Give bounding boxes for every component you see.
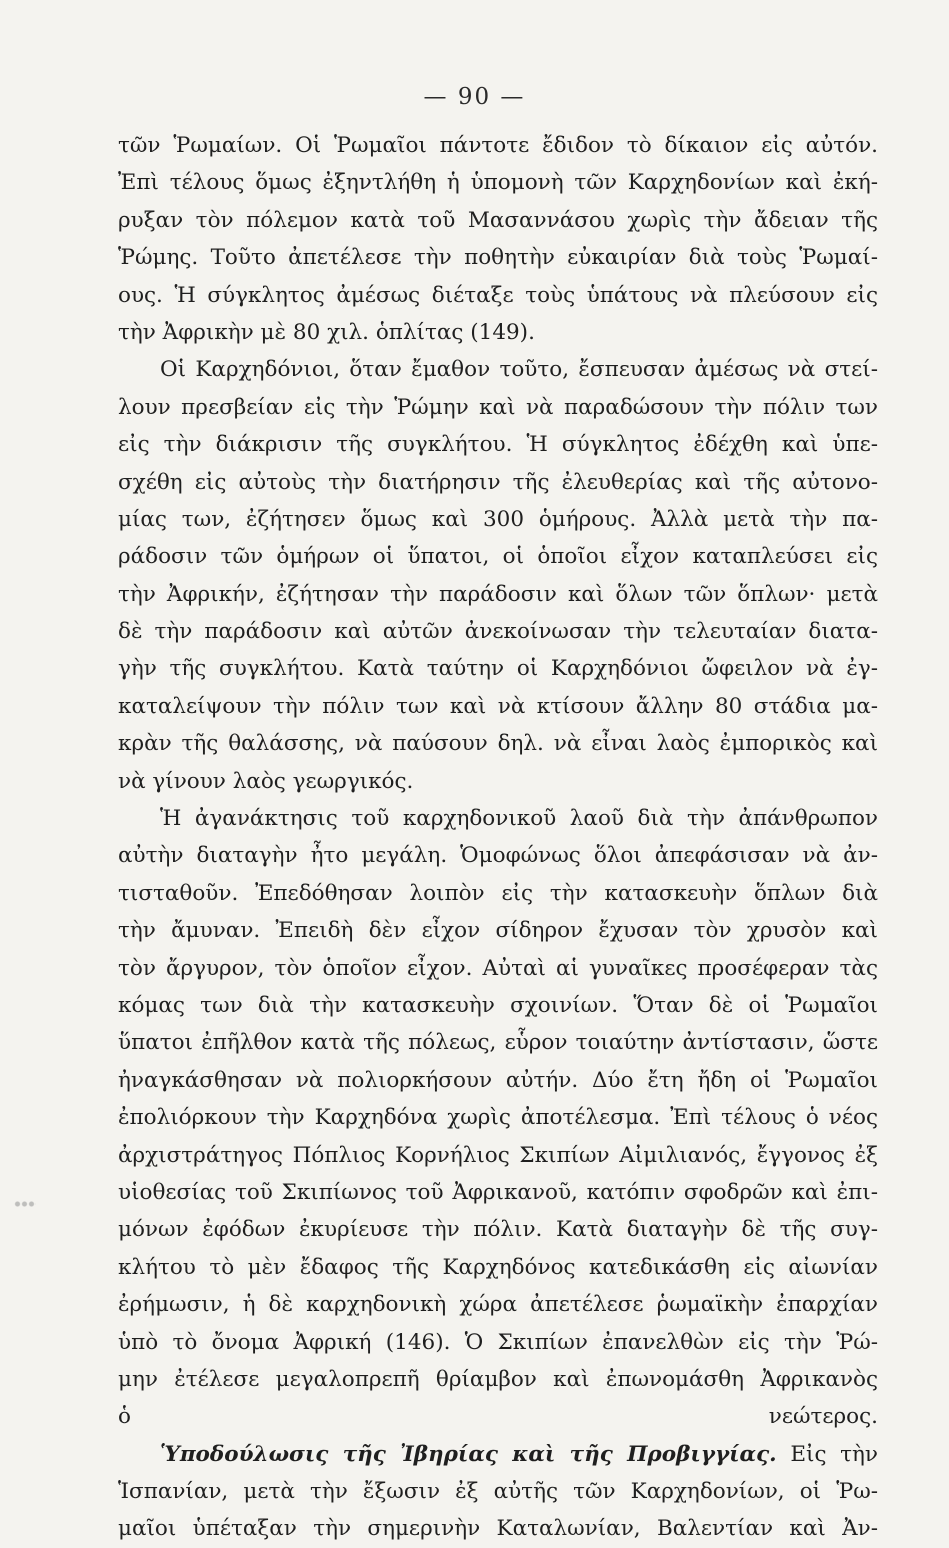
text-line: τὴν Ἀφρικήν, ἐζήτησαν τὴν παράδοσιν καὶ ὅλων τῶν ὅπλων· μετὰ: [118, 581, 878, 607]
text-line: Ἱσπανίαν, μετὰ τὴν ἔξωσιν ἐξ αὐτῆς τῶν Καρχηδονίων, οἱ Ῥω-: [118, 1479, 878, 1505]
text-line: υἱοθεσίας τοῦ Σκιπίωνος τοῦ Ἀφρικανοῦ, κατόπιν σφοδρῶν καὶ ἐπι-: [118, 1179, 878, 1205]
text-line: ἐπολιόρκουν τὴν Καρχηδόνα χωρὶς ἀποτέλεσμα. Ἐπὶ τέλους ὁ νέος: [118, 1105, 878, 1131]
text-line: ἠναγκάσθησαν νὰ πολιορκήσουν αὐτήν. Δύο ἔτη ἤδη οἱ Ῥωμαῖοι: [118, 1067, 878, 1093]
text-line: Ἡ ἀγανάκτησις τοῦ καρχηδονικοῦ λαοῦ διὰ τὴν ἀπάνθρωπον: [160, 806, 878, 832]
text-line: ἐρήμωσιν, ἡ δὲ καρχηδονικὴ χώρα ἀπετέλεσε ῥωμαϊκὴν ἐπαρχίαν: [118, 1292, 878, 1318]
text-line: ρυξαν τὸν πόλεμον κατὰ τοῦ Μασαννάσου χωρὶς τὴν ἄδειαν τῆς: [118, 207, 878, 233]
text-line: κλήτου τὸ μὲν ἔδαφος τῆς Καρχηδόνος κατεδικάσθη εἰς αἰωνίαν: [118, 1254, 878, 1280]
section-first-line: [118, 1436, 878, 1473]
text-line: ράδοσιν τῶν ὁμήρων οἱ ὕπατοι, οἱ ὁποῖοι εἶχον καταπλεύσει εἰς: [118, 544, 878, 570]
text-line: νὰ γίνουν λαὸς γεωργικός.: [118, 768, 414, 794]
text-line: μην ἐτέλεσε μεγαλοπρεπῆ θρίαμβον καὶ ἐπωνομάσθη Ἀφρικανὸς: [118, 1366, 878, 1392]
text-line: ὑπὸ τὸ ὄνομα Ἀφρική (146). Ὁ Σκιπίων ἐπανελθὼν εἰς τὴν Ῥώ-: [118, 1329, 878, 1355]
text-line: μαῖοι ὑπέταξαν τὴν σημερινὴν Καταλωνίαν, Βαλεντίαν καὶ Ἀν-: [118, 1516, 878, 1542]
text-line: τὴν Ἀφρικὴν μὲ 80 χιλ. ὁπλίτας (149).: [118, 319, 535, 345]
text-line: μίας των, ἐζήτησεν ὅμως καὶ 300 ὁμήρους. Ἀλλὰ μετὰ τὴν πα-: [118, 506, 878, 532]
text-line: λουν πρεσβείαν εἰς τὴν Ῥώμην καὶ νὰ παραδώσουν τὴν πόλιν των: [118, 394, 878, 420]
text-line: τῶν Ῥωμαίων. Οἱ Ῥωμαῖοι πάντοτε ἔδιδον τὸ δίκαιον εἰς αὐτόν.: [118, 133, 878, 158]
text-line: ἀρχιστράτηγος Πόπλιος Κορνήλιος Σκιπίων Αἰμιλιανός, ἔγγονος ἐξ: [118, 1142, 878, 1168]
text-line: καταλείψουν τὴν πόλιν των καὶ νὰ κτίσουν ἄλλην 80 στάδια μα-: [118, 693, 878, 719]
text-line: αὐτὴν διαταγὴν ἦτο μεγάλη. Ὁμοφώνως ὅλοι ἀπεφάσισαν νὰ ἀν-: [118, 843, 878, 869]
text-line: Ἐπὶ τέλους ὅμως ἐξηντλήθη ἡ ὑπομονὴ τῶν Καρχηδονίων καὶ ἐκή-: [118, 170, 878, 196]
text-line: ὕπατοι ἐπῆλθον κατὰ τῆς πόλεως, εὗρον τοιαύτην ἀντίστασιν, ὥστε: [118, 1030, 878, 1056]
text-line: τισταθοῦν. Ἐπεδόθησαν λοιπὸν εἰς τὴν κατασκευὴν ὅπλων διὰ: [118, 880, 878, 906]
page-number: — 90 —: [423, 84, 526, 110]
text-line: Οἱ Καρχηδόνιοι, ὅταν ἔμαθον τοῦτο, ἔσπευσαν ἀμέσως νὰ στεί-: [160, 357, 878, 383]
body-text: [118, 127, 878, 1548]
text-line: Ῥώμης. Τοῦτο ἀπετέλεσε τὴν ποθητὴν εὐκαιρίαν διὰ τοὺς Ῥωμαί-: [118, 245, 878, 271]
text-line: σχέθη εἰς αὐτοὺς τὴν διατήρησιν τῆς ἐλευθερίας καὶ τῆς αὐτονο-: [118, 469, 878, 495]
text-line: μόνων ἐφόδων ἐκυρίευσε τὴν πόλιν. Κατὰ διαταγὴν δὲ τῆς συγ-: [118, 1217, 878, 1243]
text-line: δὲ τὴν παράδοσιν καὶ αὐτῶν ἀνεκοίνωσαν τὴν τελευταίαν διατα-: [118, 619, 878, 645]
text-line: γὴν τῆς συγκλήτου. Κατὰ ταύτην οἱ Καρχηδόνιοι ὤφειλον νὰ ἐγ-: [118, 656, 878, 682]
text-line: κρὰν τῆς θαλάσσης, νὰ παύσουν δηλ. νὰ εἶναι λαὸς ἐμπορικὸς καὶ: [118, 731, 878, 757]
text-line: τὸν ἄργυρον, τὸν ὁποῖον εἶχον. Αὐταὶ αἱ γυναῖκες προσέφεραν τὰς: [118, 955, 878, 981]
section-heading: Ὑποδούλωσις τῆς Ἰβηρίας καὶ τῆς Προβιγγίας.: [160, 1441, 777, 1467]
text-line: εἰς τὴν διάκρισιν τῆς συγκλήτου. Ἡ σύγκλητος ἐδέχθη καὶ ὑπε-: [118, 432, 878, 458]
section-first-line-rest: Εἰς τὴν: [776, 1441, 878, 1467]
text-line: ους. Ἡ σύγκλητος ἀμέσως διέταξε τοὺς ὑπάτους νὰ πλεύσουν εἰς: [118, 282, 878, 308]
scan-speck: [14, 1201, 36, 1207]
text-line: ὁ νεώτερος.: [118, 1404, 878, 1430]
text-line: τὴν ἄμυναν. Ἐπειδὴ δὲν εἶχον σίδηρον ἔχυσαν τὸν χρυσὸν καὶ: [118, 918, 878, 944]
text-line: κόμας των διὰ τὴν κατασκευὴν σχοινίων. Ὅταν δὲ οἱ Ῥωμαῖοι: [118, 992, 878, 1018]
